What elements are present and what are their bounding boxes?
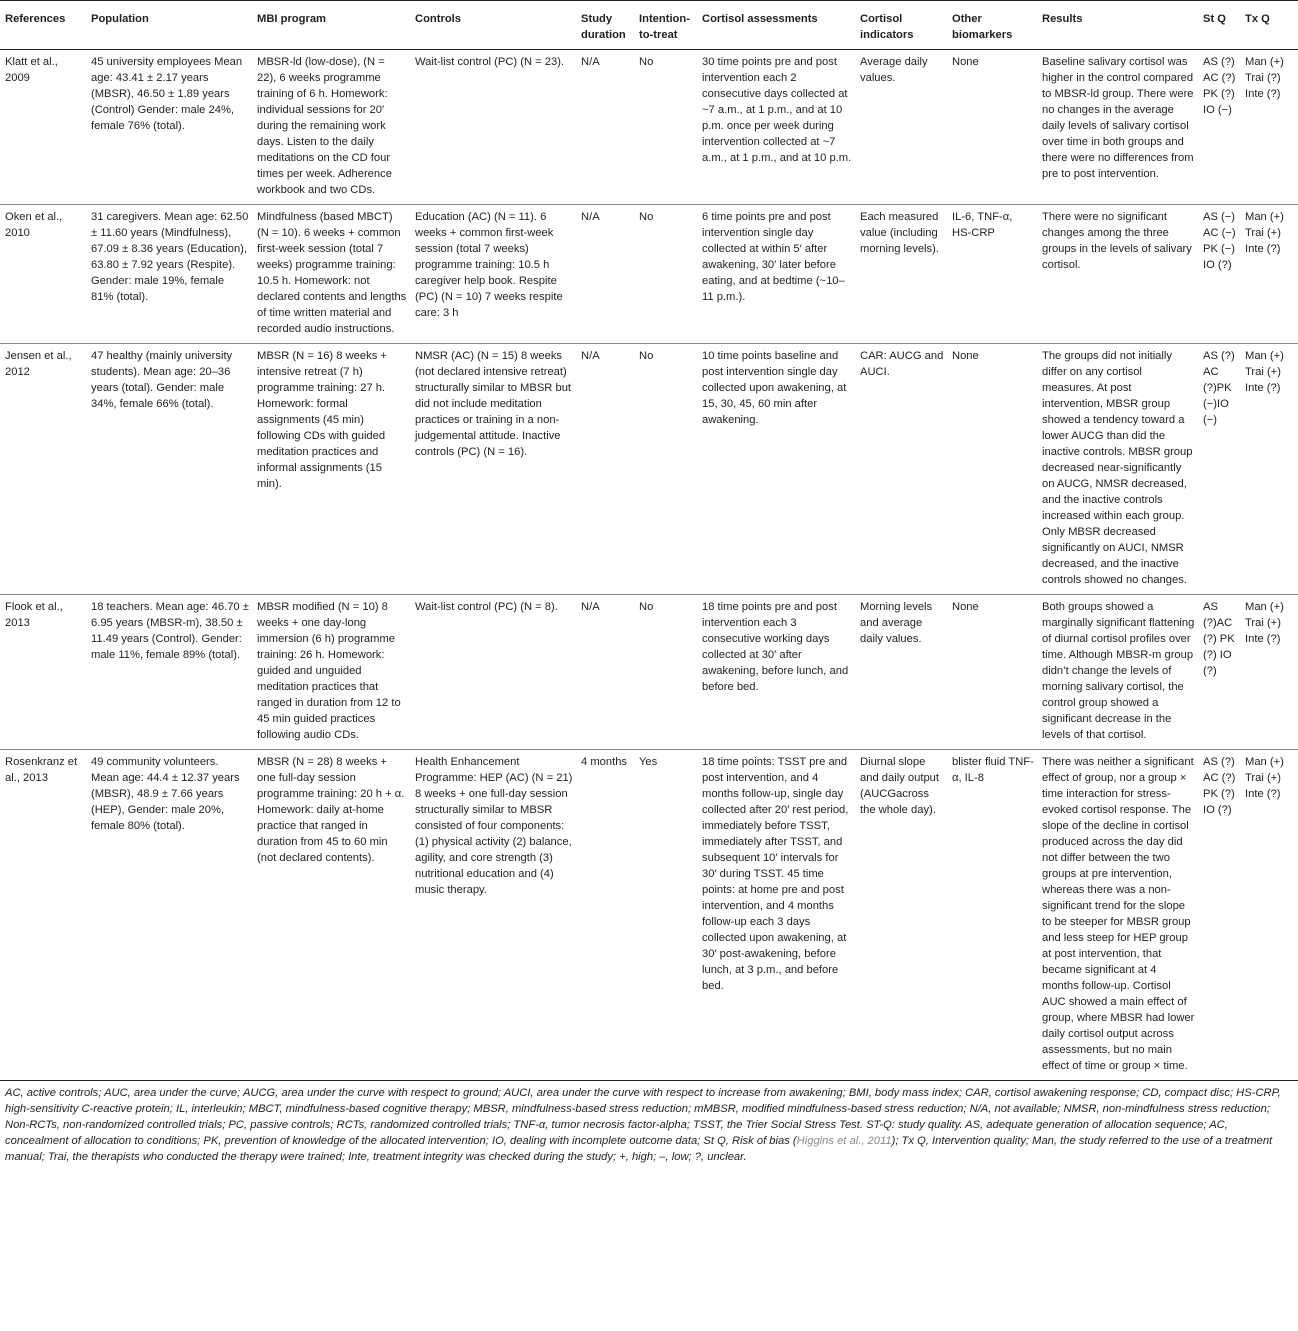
population-cell: 31 caregivers. Mean age: 62.50 ± 11.60 years (Mindfulness), 67.09 ± 8.36 years (Education), 63.80 ± 7.92 years (Respite). Gender: male 19%, female 81% (total). bbox=[86, 205, 252, 344]
quality-rating: IO (?) bbox=[1203, 804, 1232, 816]
other-biomarkers-cell: None bbox=[947, 50, 1037, 205]
column-header: Controls bbox=[410, 1, 576, 50]
quality-rating: AC (?) bbox=[1203, 772, 1236, 784]
cortisol-assessments-cell: 18 time points pre and post intervention each 3 consecutive working days collected at 30′ after awakening, before lunch, and before bed. bbox=[697, 595, 855, 750]
cortisol-indicators-cell: CAR: AUCG and AUCI. bbox=[855, 344, 947, 595]
quality-rating: Man (+) bbox=[1245, 350, 1284, 362]
intention-to-treat-cell: No bbox=[634, 205, 697, 344]
quality-rating: Inte (?) bbox=[1245, 243, 1281, 255]
cortisol-indicators-cell: Average daily values. bbox=[855, 50, 947, 205]
column-header: Study duration bbox=[576, 1, 634, 50]
quality-rating: IO (?) bbox=[1203, 259, 1232, 271]
study-quality-cell bbox=[1198, 344, 1240, 595]
quality-rating: Man (+) bbox=[1245, 756, 1284, 768]
cortisol-indicators-cell: Morning levels and average daily values. bbox=[855, 595, 947, 750]
column-header: Other biomarkers bbox=[947, 1, 1037, 50]
quality-rating: Inte (?) bbox=[1245, 633, 1281, 645]
table-header-row bbox=[0, 1, 1298, 50]
column-header: Results bbox=[1037, 1, 1198, 50]
table-row bbox=[0, 205, 1298, 344]
reference-cell: Jensen et al., 2012 bbox=[0, 344, 86, 595]
quality-rating: AS (?) bbox=[1203, 56, 1235, 68]
population-cell: 45 university employees Mean age: 43.41 ± 2.17 years (MBSR), 46.50 ± 1.89 years (Control) Gender: male 24%, female 76% (total). bbox=[86, 50, 252, 205]
study-duration-cell: N/A bbox=[576, 205, 634, 344]
study-duration-cell: 4 months bbox=[576, 750, 634, 1081]
quality-rating: Inte (?) bbox=[1245, 788, 1281, 800]
quality-rating: AS (−) bbox=[1203, 211, 1236, 223]
quality-rating: IO (−) bbox=[1203, 104, 1232, 116]
population-cell: 49 community volunteers. Mean age: 44.4 ± 12.37 years (MBSR), 48.9 ± 7.66 years (HEP), Gender: male 20%, female 80% (total). bbox=[86, 750, 252, 1081]
results-cell: Both groups showed a marginally significant flattening of diurnal cortisol profiles over time. Although MBSR-m group didn’t change the levels of morning salivary cortisol, the control group showed a significant decrease in the levels of that cortisol. bbox=[1037, 595, 1198, 750]
controls-cell: Education (AC) (N = 11). 6 weeks + common first-week session (total 7 weeks) programme training: 10.5 h caregiver help book. Respite (PC) (N = 10) 7 weeks respite care: 3 h bbox=[410, 205, 576, 344]
quality-rating: AS (?) bbox=[1203, 350, 1235, 362]
footnote-text-end: ); Tx Q, Intervention quality; Man, the study referred to the use of a treatment manual; Trai, the therapists who conducted the therapy were trained; Inte, treatment integrity was checked during the study; +, high; –, low; ?, unclear. bbox=[5, 1135, 1273, 1163]
controls-cell: Wait-list control (PC) (N = 8). bbox=[410, 595, 576, 750]
results-cell: The groups did not initially differ on any cortisol measures. At post intervention, MBSR group showed a tendency toward a lower AUCG than did the inactive controls. MBSR group decreased near-significantly on AUCG, NMSR decreased, and the inactive controls increased within each group. Only MBSR decreased significantly on AUCI, NMSR decreased, and the inactive controls showed no changes. bbox=[1037, 344, 1198, 595]
quality-rating: AC (?) bbox=[1203, 72, 1236, 84]
quality-rating: Trai (+) bbox=[1245, 772, 1281, 784]
quality-rating: PK (?) bbox=[1203, 788, 1235, 800]
controls-cell: NMSR (AC) (N = 15) 8 weeks (not declared intensive retreat) structurally similar to MBSR but did not include meditation practices or training in a non-judgemental attitude. Inactive controls (PC) (N = 16). bbox=[410, 344, 576, 595]
other-biomarkers-cell: None bbox=[947, 344, 1037, 595]
population-cell: 47 healthy (mainly university students). Mean age: 20–36 years (total). Gender: male 34%, female 66% (total). bbox=[86, 344, 252, 595]
mbi-program-cell: MBSR (N = 16) 8 weeks + intensive retreat (7 h) programme training: 27 h. Homework: formal assignments (45 min) following CDs with guided meditation practices and informal assignments (15 min). bbox=[252, 344, 410, 595]
study-quality-cell bbox=[1198, 750, 1240, 1081]
table-body bbox=[0, 50, 1298, 1081]
intervention-quality-cell bbox=[1240, 205, 1298, 344]
quality-rating: AS (?) bbox=[1203, 756, 1235, 768]
study-duration-cell: N/A bbox=[576, 50, 634, 205]
reference-cell: Oken et al., 2010 bbox=[0, 205, 86, 344]
quality-rating: Inte (?) bbox=[1245, 88, 1281, 100]
study-quality-cell bbox=[1198, 595, 1240, 750]
mbi-program-cell: MBSR (N = 28) 8 weeks + one full-day session programme training: 20 h + α. Homework: daily at-home practice that ranged in duration from 45 to 60 min (not declared contents). bbox=[252, 750, 410, 1081]
study-duration-cell: N/A bbox=[576, 344, 634, 595]
controls-cell: Health Enhancement Programme: HEP (AC) (N = 21) 8 weeks + one full-day session structurally similar to MBSR consisted of four components: (1) physical activity (2) balance, agility, and core strength (3) nutritional education and (4) music therapy. bbox=[410, 750, 576, 1081]
column-header: Cortisol indicators bbox=[855, 1, 947, 50]
intention-to-treat-cell: No bbox=[634, 344, 697, 595]
study-quality-cell bbox=[1198, 205, 1240, 344]
column-header: References bbox=[0, 1, 86, 50]
intention-to-treat-cell: Yes bbox=[634, 750, 697, 1081]
quality-rating: Trai (+) bbox=[1245, 366, 1281, 378]
mbi-program-cell: MBSR modified (N = 10) 8 weeks + one day-long immersion (6 h) programme training: 26 h. Homework: guided and unguided meditation practices that ranged in duration from 12 to 45 min guided practices following audio CDs. bbox=[252, 595, 410, 750]
intention-to-treat-cell: No bbox=[634, 595, 697, 750]
quality-rating: PK (−) bbox=[1203, 243, 1236, 255]
quality-rating: PK (?) bbox=[1203, 88, 1235, 100]
results-cell: Baseline salivary cortisol was higher in the control compared to MBSR-ld group. There were no changes in the average daily levels of salivary cortisol over time in both groups and there were no differences from pre to post intervention. bbox=[1037, 50, 1198, 205]
quality-rating: Trai (+) bbox=[1245, 227, 1281, 239]
table-row bbox=[0, 344, 1298, 595]
intervention-quality-cell bbox=[1240, 344, 1298, 595]
column-header: Tx Q bbox=[1240, 1, 1298, 50]
column-header: Population bbox=[86, 1, 252, 50]
reference-cell: Rosenkranz et al., 2013 bbox=[0, 750, 86, 1081]
quality-rating: Trai (+) bbox=[1245, 617, 1281, 629]
intervention-quality-cell bbox=[1240, 50, 1298, 205]
quality-rating: Inte (?) bbox=[1245, 382, 1281, 394]
column-header: St Q bbox=[1198, 1, 1240, 50]
other-biomarkers-cell: None bbox=[947, 595, 1037, 750]
quality-rating: AC (?)PK (−)IO (−) bbox=[1203, 366, 1232, 426]
quality-rating: AS (?)AC (?) PK (?) IO (?) bbox=[1203, 601, 1235, 677]
cortisol-indicators-cell: Diurnal slope and daily output (AUCGacross the whole day). bbox=[855, 750, 947, 1081]
quality-rating: AC (−) bbox=[1203, 227, 1236, 239]
quality-rating: Man (+) bbox=[1245, 601, 1284, 613]
table-row bbox=[0, 50, 1298, 205]
quality-rating: Man (+) bbox=[1245, 56, 1284, 68]
other-biomarkers-cell: blister fluid TNF-α, IL-8 bbox=[947, 750, 1037, 1081]
table-footnote bbox=[0, 1081, 1296, 1165]
other-biomarkers-cell: IL-6, TNF-α, HS-CRP bbox=[947, 205, 1037, 344]
mbi-program-cell: Mindfulness (based MBCT) (N = 10). 6 weeks + common first-week session (total 7 weeks) programme training: 10.5 h. Homework: not declared contents and lengths of time written material and recorded audio instructions. bbox=[252, 205, 410, 344]
reference-cell: Klatt et al., 2009 bbox=[0, 50, 86, 205]
cortisol-assessments-cell: 6 time points pre and post intervention single day collected at within 5′ after awakening, 30′ later before eating, and at bedtime (~10–11 p.m.). bbox=[697, 205, 855, 344]
quality-rating: Man (+) bbox=[1245, 211, 1284, 223]
study-quality-cell bbox=[1198, 50, 1240, 205]
results-cell: There was neither a significant effect of group, nor a group × time interaction for stress-evoked cortisol response. The slope of the decline in cortisol produced across the day did not differ between the two groups at pre intervention, whereas there was a non-significant trend for the slope to be steeper for MBSR group and less steep for HEP group at post intervention, that became significant at 4 months follow-up. Cortisol AUC showed a main effect of group, where MBSR had lower daily cortisol output across assessments, but no main effect of time or group × time. bbox=[1037, 750, 1198, 1081]
reference-cell: Flook et al., 2013 bbox=[0, 595, 86, 750]
table-row bbox=[0, 595, 1298, 750]
quality-rating: Trai (?) bbox=[1245, 72, 1281, 84]
cortisol-assessments-cell: 18 time points: TSST pre and post intervention, and 4 months follow-up, single day collected after 20′ rest period, immediately before TSST, immediately after TSST, and subsequent 10′ intervals for 30′ during TSST. 45 time points: at home pre and post intervention, and 4 months follow-up each 3 days collected upon awakening, at 30′ post-awakening, before lunch, at 3 p.m., and before bed. bbox=[697, 750, 855, 1081]
cortisol-indicators-cell: Each measured value (including morning levels). bbox=[855, 205, 947, 344]
cortisol-assessments-cell: 10 time points baseline and post intervention single day collected upon awakening, at 15, 30, 45, 60 min after awakening. bbox=[697, 344, 855, 595]
footnote-text: AC, active controls; AUC, area under the curve; AUCG, area under the curve with respect to ground; AUCI, area under the curve with respect to increase from awakening; BMI, body mass index; CAR, cortisol awakening response; CD, compact disc; HS-CRP, high-sensitivity C-reactive protein; IL, interleukin; MBCT, mindfulness-based cognitive therapy; MBSR, mindfulness-based stress reduction; mMBSR, modified mindfulness-based stress reduction; N/A, not available; NMSR, non-mindfulness stress reduction; Non-RCTs, non-randomized controlled trials; PC, passive controls; RCTs, randomized controlled trials; TNF-α, tumor necrosis factor-alpha; TSST, the Trier Social Stress Test. ST-Q: study quality. AS, adequate generation of allocation sequence; AC, concealment of allocation to conditions; PK, prevention of knowledge of the allocated intervention; IO, dealing with incomplete outcome data; St Q, Risk of bias ( bbox=[5, 1087, 1281, 1147]
intervention-quality-cell bbox=[1240, 750, 1298, 1081]
controls-cell: Wait-list control (PC) (N = 23). bbox=[410, 50, 576, 205]
intervention-quality-cell bbox=[1240, 595, 1298, 750]
table-row bbox=[0, 750, 1298, 1081]
results-cell: There were no significant changes among the three groups in the levels of salivary cortisol. bbox=[1037, 205, 1198, 344]
mbi-program-cell: MBSR-ld (low-dose), (N = 22), 6 weeks programme training of 6 h. Homework: individual sessions for 20′ during the remaining work days. Listen to the daily meditations on the CD four times per week. Adherence workbook and two CDs. bbox=[252, 50, 410, 205]
footnote-citation-link[interactable]: Higgins et al., 2011 bbox=[796, 1135, 892, 1147]
column-header: Intention-to-treat bbox=[634, 1, 697, 50]
column-header: Cortisol assessments bbox=[697, 1, 855, 50]
column-header: MBI program bbox=[252, 1, 410, 50]
study-duration-cell: N/A bbox=[576, 595, 634, 750]
intention-to-treat-cell: No bbox=[634, 50, 697, 205]
population-cell: 18 teachers. Mean age: 46.70 ± 6.95 years (MBSR-m), 38.50 ± 11.49 years (Control). Gender: male 11%, female 89% (total). bbox=[86, 595, 252, 750]
cortisol-assessments-cell: 30 time points pre and post intervention each 2 consecutive days collected at ~7 a.m., at 1 p.m., and at 10 p.m. once per week during intervention collected at ~7 a.m., at 1 p.m., and at 10 p.m. bbox=[697, 50, 855, 205]
